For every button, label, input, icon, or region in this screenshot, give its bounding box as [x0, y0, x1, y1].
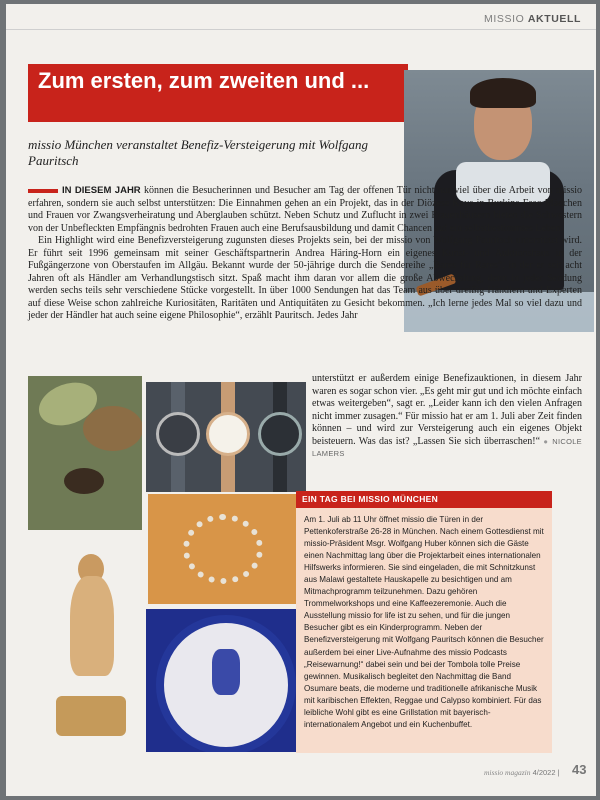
lace-ornament-image: [148, 494, 298, 604]
page-number: 43: [572, 762, 587, 777]
article-body-continued: unterstützt er außerdem einige Benefizauktionen, in diesem Jahr waren es sogar schon vier. „Es geht mir gut und ich möchte einfach etwas weitergeben“, sagt er. „Leider kann ich den vielen Anfragen nicht immer zusagen.“ Für missio hat er am 1. Juli aber Zeit finden können – und wird zur Versteigerung auch ein eigenes Objekt beisteuern. Was das ist? „Lassen Sie sich überraschen!“ ● NICOLE LAMERS: [312, 373, 582, 461]
section-label: MISSIO AKTUELL: [484, 13, 582, 25]
porcelain-plate-image: [146, 609, 306, 752]
watch-icon: [206, 412, 250, 456]
info-box-heading: EIN TAG BEI MISSIO MÜNCHEN: [296, 491, 552, 508]
lead-marker: [28, 189, 58, 193]
article-paragraph: Ein Highlight wird eine Benefizversteigerung zugunsten dieses Projekts sein, bei der missio von Wolfgang Pauritsch unterstützt wird. Er führt seit 1996 gemeinsam mit seiner Geschäftspartnerin Andrea Häring-Horn ein eigenes Kunst- und Auktionshaus in der Fußgängerzone von Oberstaufen im Allgäu. Bekannt wurde der 50-jährige durch die Sendereihe „Bares für Rares“, in der er seit acht Jahren oft als Händler am Verhandlungstisch sitzt. Spaß macht ihm daran vor allem die große Abwechslung, denn in jeder Sendung werden sechs teils sehr verschiedene Stücke vorgestellt. In über 1000 Sendungen hat das Team aus über dreißig Händlern und Experten auf diese Weise schon zahlreiche Kuriositäten, Raritäten und Antiquitäten zu Gesicht bekommen. „Ich lerne jedes Mal so viel dazu und jeder der Händler hat auch seine eigene Philosophie“, erzählt Pauritsch. Jedes Jahr: [28, 235, 582, 322]
author-credit: ● NICOLE LAMERS: [312, 437, 582, 459]
footer-issue: missio magazin 4/2022 |: [484, 768, 560, 777]
watches-image: [146, 382, 306, 492]
info-box: [296, 491, 552, 753]
article-title: Zum ersten, zum zweiten und ...: [28, 64, 408, 122]
article-body: IN DIESEM JAHR können die Besucherinnen und Besucher am Tag der offenen Tür nicht nur viel über die Arbeit von missio erfahren, sondern sie auch selbst unterstützen: Die Einnahmen gehen an ein Projekt, das in der Diözese Kaya in Burkina Faso Mädchen und Frauen vor Zwangsverheiratung und Aberglauben schützt. Neben Schutz und Zuflucht in zwei Frauenhäusern bieten die Schwestern von der Unbefleckten Empfängnis bedrohten Frauen auch eine Berufsausbildung und damit Chancen auf ein selbstbestimmtes Leben. Ein Highlight wird eine Benefizversteigerung zugunsten dieses Projekts sein, bei der missio von Wolfgang Pauritsch unterstützt wird. Er führt seit 1996 gemeinsam mit seiner Geschäftspartnerin Andrea Häring-Horn ein eigenes Kunst- und Auktionshaus in der Fußgängerzone von Oberstaufen im Allgäu. Bekannt wurde der 50-jährige durch die Sendereihe „Bares für Rares“, in der er seit acht Jahren oft als Händler am Verhandlungstisch sitzt. Spaß macht ihm daran vor allem die große Abwechslung, denn in jeder Sendung werden sechs teils sehr verschiedene Stücke vorgestellt. In über 1000 Sendungen hat das Team aus über dreißig Händlern und Experten auf diese Weise schon zahlreiche Kuriositäten, Raritäten und Antiquitäten zu Gesicht bekommen. „Ich lerne jedes Mal so viel dazu und jeder der Händler hat auch seine eigene Philosophie“, erzählt Pauritsch. Jedes Jahr: [28, 185, 582, 322]
info-box-text: Am 1. Juli ab 11 Uhr öffnet missio die Türen in der Pettenkoferstraße 26-28 in München. Nach einem Gottesdienst mit missio-Präsident Msgr. Wolfgang Huber können sich die Gäste einen Nachmittag lang über die Projektarbeit eines internationalen Hilfswerks informieren. Sie sind eingeladen, die mit Schnitzkunst aus Malawi gestaltete Hauskapelle zu besichtigen und am Mitmachprogramm teilzunehmen. Dazu gehören Trommelworkshops und eine Kaffeezeremonie. Auch die Ausstellung missio for life ist zu sehen, und für die jungen Besucher gibt es ein Kinderprogramm. Neben der Benefizversteigerung mit Wolfgang Pauritsch können die Besucher außerdem bei einer Live-Aufnahme des missio Podcasts „Reisewarnung!“ dabei sein und bei der Tombola tolle Preise gewinnen. Musikalisch begleitet den Nachmittag die Band Osumare beats, die moderne und traditionelle afrikanische Musik mit karibischen Effekten, Reggae und Calypso kombiniert. Für das leibliche Wohl gibt es eine Grillstation mit bayerisch-internationalem Angebot und ein Kuchenbuffet.: [304, 515, 544, 729]
painting-image: [28, 376, 142, 530]
horse-rider-icon: [212, 649, 240, 695]
magazine-page: [6, 4, 596, 796]
watch-icon: [258, 412, 302, 456]
article-subtitle: missio München veranstaltet Benefiz-Versteigerung mit Wolfgang Pauritsch: [28, 137, 368, 168]
watch-icon: [156, 412, 200, 456]
header-rule: [6, 29, 596, 30]
lead-words: IN DIESEM JAHR: [62, 185, 141, 196]
figurine-image: [48, 536, 138, 752]
